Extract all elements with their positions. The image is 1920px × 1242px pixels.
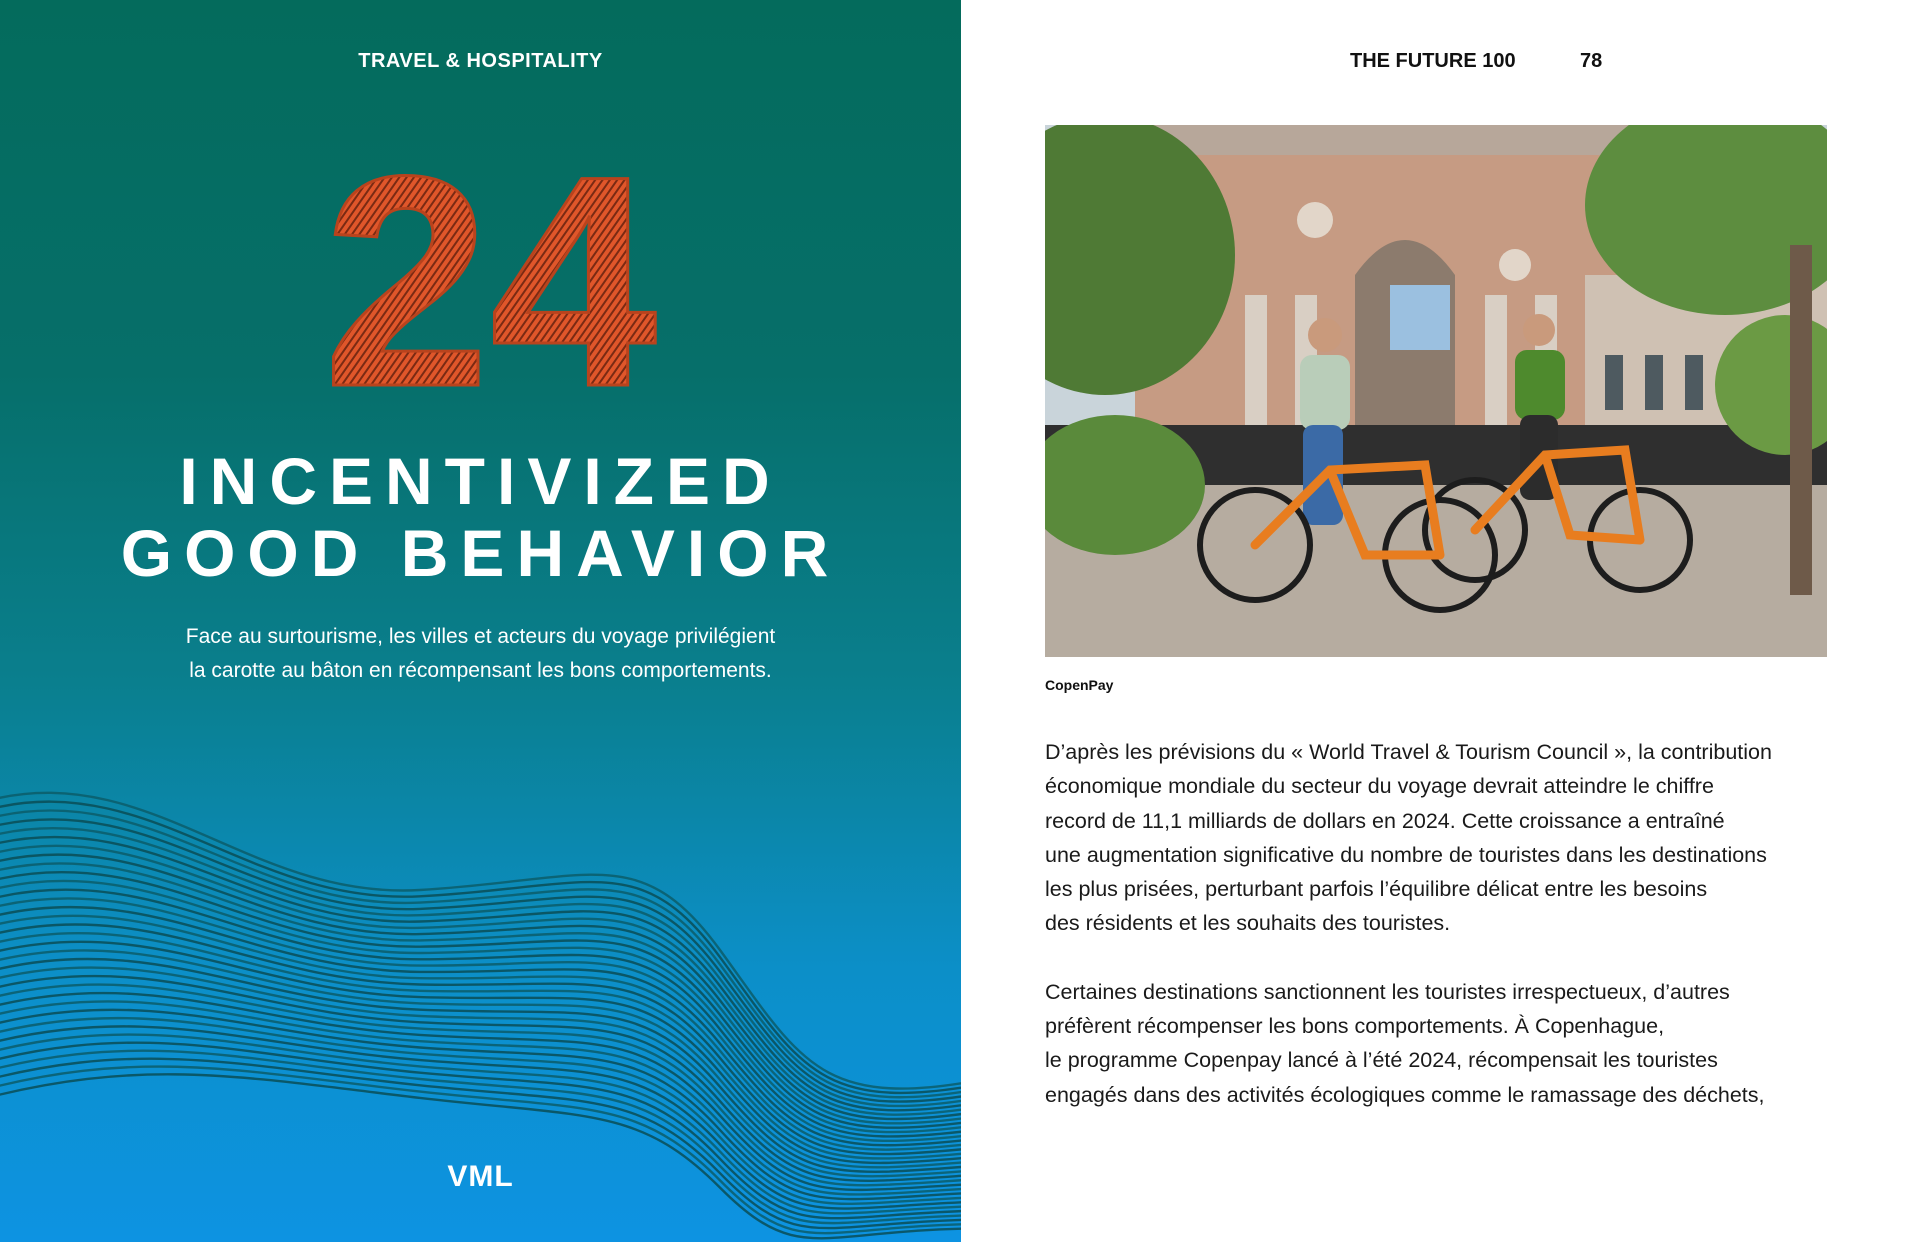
copenpay-photo: [1045, 125, 1827, 657]
trend-subtitle: [0, 620, 961, 688]
vml-logo: VML: [447, 1160, 514, 1193]
wave-line: [0, 1074, 961, 1238]
wave-line: [0, 933, 961, 1158]
paragraph-1: D’après les prévisions du « World Travel & Tourism Council », la contribution économique mondiale du secteur du voyage devrait atteindre le chiffre record de 11,1 milliards de dollars en 2024. Cette croissance a entraîné une augmentation significative du nombre de touristes dans les destinations les plus prisées, perturbant parfois l’équilibre délicat entre les besoins des résidents et les souhaits des touristes.: [1045, 740, 1772, 936]
paragraph-2: Certaines destinations sanctionnent les touristes irrespectueux, d’autres préfèrent récompenser les bons comportements. À Copenhague, le programme Copenpay lancé à l’été 2024, récompensait les touristes engagés dans des activités écologiques comme le ramassage des déchets,: [1045, 979, 1765, 1107]
trend-number-text: 24: [323, 150, 657, 410]
headline-line-2: GOOD BEHAVIOR: [120, 516, 841, 590]
subtitle-line-1: Face au surtourisme, les villes et acteurs du voyage privilégient: [185, 625, 776, 648]
trend-headline: [0, 445, 961, 589]
section-tag: TRAVEL & HOSPITALITY: [358, 50, 603, 72]
photo-caption: CopenPay: [1045, 677, 1114, 693]
wave-line: [0, 890, 961, 1137]
publication-title: THE FUTURE 100: [1350, 50, 1516, 72]
subtitle-line-2: la carotte au bâton en récompensant les bons comportements.: [189, 659, 772, 682]
photo-illustration: [1045, 125, 1827, 657]
trend-number: [300, 150, 680, 410]
page-number: 78: [1580, 50, 1603, 72]
headline-line-1: INCENTIVIZED: [179, 444, 782, 518]
article-body: [1045, 735, 1845, 1146]
trend-number-art: [300, 150, 680, 410]
